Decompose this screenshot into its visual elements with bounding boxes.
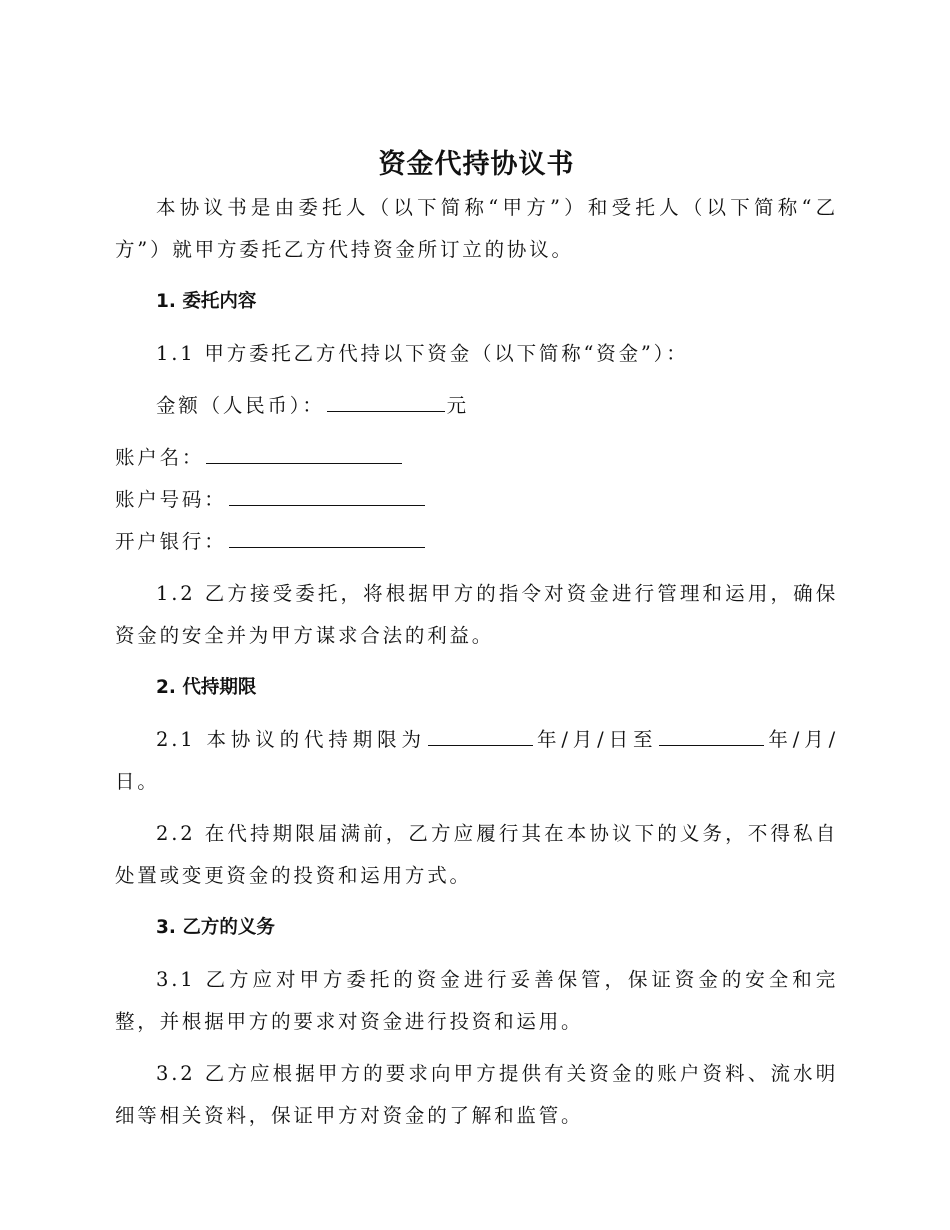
clause-2-1-suffix: 年/月/日。 (115, 728, 838, 793)
section-heading-obligations: 3. 乙方的义务 (156, 917, 275, 938)
account-number-label: 账户号码： (115, 488, 227, 511)
bank-label: 开户银行： (115, 530, 227, 553)
clause-2-1-prefix: 2.1 本协议的代持期限为 (156, 728, 426, 751)
account-name-blank (206, 437, 402, 464)
start-date-blank (428, 719, 533, 746)
amount-line (115, 385, 838, 427)
clause-3-2: 3.2 乙方应根据甲方的要求向甲方提供有关资金的账户资料、流水明细等相关资料，保证甲方对资金的了解和监管。 (115, 1062, 838, 1127)
clause-1-2: 1.2 乙方接受委托，将根据甲方的指令对资金进行管理和运用，确保资金的安全并为甲方谋求合法的利益。 (115, 582, 838, 647)
account-name-line (115, 437, 838, 479)
section-heading-entrustment: 1. 委托内容 (156, 291, 257, 312)
clause-2-1-mid: 年/月/日至 (534, 728, 658, 751)
end-date-blank (659, 719, 764, 746)
amount-label: 金额（人民币）： (156, 394, 325, 417)
clause-2-2: 2.2 在代持期限届满前，乙方应履行其在本协议下的义务，不得私自处置或变更资金的投资和运用方式。 (115, 822, 838, 887)
clause-2-1 (115, 719, 838, 803)
bank-line (115, 521, 838, 563)
bank-blank (229, 521, 425, 548)
amount-unit: 元 (446, 394, 469, 417)
account-number-blank (229, 479, 425, 506)
section-heading-term: 2. 代持期限 (156, 677, 257, 698)
document-title: 资金代持协议书 (378, 149, 575, 180)
intro-paragraph: 本协议书是由委托人（以下简称“甲方”）和受托人（以下简称“乙方”）就甲方委托乙方代持资金所订立的协议。 (115, 196, 838, 261)
clause-3-1: 3.1 乙方应对甲方委托的资金进行妥善保管，保证资金的安全和完整，并根据甲方的要求对资金进行投资和运用。 (115, 968, 838, 1033)
account-name-label: 账户名： (115, 446, 205, 469)
amount-blank (327, 385, 445, 412)
clause-1-1: 1.1 甲方委托乙方代持以下资金（以下简称“资金”）： (156, 342, 689, 365)
account-number-line (115, 479, 838, 521)
